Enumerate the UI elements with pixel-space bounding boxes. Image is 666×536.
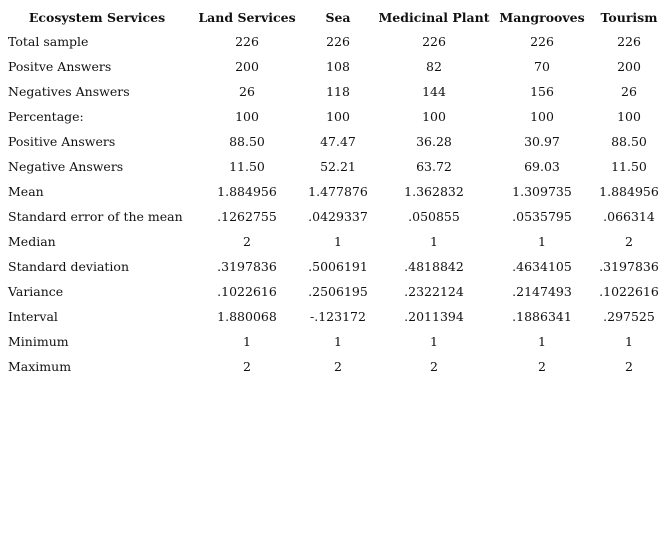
table-cell: 88.50 <box>229 134 265 149</box>
table-cell: .066314 <box>603 209 655 224</box>
table-cell: 2 <box>430 359 438 374</box>
table-cell: 226 <box>530 34 554 49</box>
row-label: Minimum <box>8 334 69 349</box>
table-cell: .2147493 <box>512 284 572 299</box>
header-medicinal-plant: Medicinal Plant <box>378 9 490 25</box>
header-sea: Sea <box>325 9 351 25</box>
table-cell: 88.50 <box>611 134 647 149</box>
table-cell: 11.50 <box>611 159 647 174</box>
table-row <box>0 204 666 229</box>
table-cell: .0535795 <box>512 209 572 224</box>
table-cell: .1886341 <box>512 309 572 324</box>
table-cell: .050855 <box>408 209 460 224</box>
ecosystem-services-table <box>0 5 666 379</box>
table-cell: 100 <box>422 109 446 124</box>
table-cell: .1022616 <box>599 284 659 299</box>
table-cell: 100 <box>530 109 554 124</box>
table-cell: 2 <box>243 234 251 249</box>
table-cell: 108 <box>326 59 350 74</box>
row-label: Negatives Answers <box>8 84 130 99</box>
row-label: Total sample <box>8 34 89 49</box>
table-cell: .3197836 <box>599 259 659 274</box>
statistics-table-container <box>0 5 666 379</box>
table-row <box>0 229 666 254</box>
table-cell: .2506195 <box>308 284 368 299</box>
header-ecosystem-services: Ecosystem Services <box>28 9 166 25</box>
table-row <box>0 29 666 54</box>
row-label: Positve Answers <box>8 59 112 74</box>
table-cell: 226 <box>617 34 641 49</box>
table-cell: 82 <box>426 59 442 74</box>
table-cell: 100 <box>235 109 259 124</box>
table-cell: 1 <box>430 234 438 249</box>
table-cell: 2 <box>625 234 633 249</box>
row-label: Standard error of the mean <box>8 209 183 224</box>
table-cell: 2 <box>243 359 251 374</box>
header-tourism: Tourism <box>600 9 658 25</box>
table-cell: .4634105 <box>512 259 572 274</box>
table-row <box>0 354 666 379</box>
row-label: Negative Answers <box>8 159 124 174</box>
table-cell: .1022616 <box>217 284 277 299</box>
table-cell: 2 <box>538 359 546 374</box>
table-cell: 226 <box>422 34 446 49</box>
table-row <box>0 129 666 154</box>
table-cell: 200 <box>617 59 641 74</box>
table-cell: 2 <box>334 359 342 374</box>
table-cell: 70 <box>534 59 550 74</box>
table-row <box>0 304 666 329</box>
table-row <box>0 329 666 354</box>
row-label: Maximum <box>8 359 72 374</box>
table-cell: 1.309735 <box>512 184 572 199</box>
table-cell: 52.21 <box>320 159 356 174</box>
row-label: Interval <box>8 309 58 324</box>
table-cell: 100 <box>326 109 350 124</box>
table-cell: .4818842 <box>404 259 464 274</box>
table-cell: 26 <box>239 84 255 99</box>
row-label: Mean <box>8 184 44 199</box>
table-row <box>0 279 666 304</box>
table-header-row <box>0 5 666 29</box>
table-cell: .2011394 <box>404 309 464 324</box>
table-cell: 1 <box>538 334 546 349</box>
table-cell: 2 <box>625 359 633 374</box>
table-cell: 156 <box>530 84 554 99</box>
table-cell: -.123172 <box>310 309 366 324</box>
table-cell: 200 <box>235 59 259 74</box>
table-cell: 226 <box>326 34 350 49</box>
table-row <box>0 254 666 279</box>
row-label: Median <box>8 234 56 249</box>
table-cell: .2322124 <box>404 284 464 299</box>
table-cell: .297525 <box>603 309 655 324</box>
table-cell: 47.47 <box>320 134 356 149</box>
row-label: Standard deviation <box>8 259 130 274</box>
table-cell: 1 <box>625 334 633 349</box>
row-label: Variance <box>8 284 64 299</box>
table-cell: 69.03 <box>524 159 560 174</box>
table-cell: 11.50 <box>229 159 265 174</box>
table-body <box>0 29 666 379</box>
table-row <box>0 179 666 204</box>
table-cell: .3197836 <box>217 259 277 274</box>
row-label: Positive Answers <box>8 134 116 149</box>
table-cell: 36.28 <box>416 134 452 149</box>
table-cell: 226 <box>235 34 259 49</box>
table-cell: .1262755 <box>217 209 277 224</box>
table-cell: 1 <box>538 234 546 249</box>
table-cell: 30.97 <box>524 134 560 149</box>
table-cell: 1 <box>334 234 342 249</box>
table-cell: 1 <box>243 334 251 349</box>
header-mangrooves: Mangrooves <box>499 9 585 25</box>
table-row <box>0 154 666 179</box>
table-cell: 1.884956 <box>217 184 277 199</box>
table-cell: 1.477876 <box>308 184 368 199</box>
table-cell: 63.72 <box>416 159 452 174</box>
row-label: Percentage: <box>8 109 84 124</box>
table-cell: .0429337 <box>308 209 368 224</box>
table-cell: .5006191 <box>308 259 368 274</box>
table-cell: 1 <box>430 334 438 349</box>
table-cell: 100 <box>617 109 641 124</box>
table-cell: 1.362832 <box>404 184 464 199</box>
table-cell: 1.880068 <box>217 309 277 324</box>
table-cell: 26 <box>621 84 637 99</box>
table-cell: 1.884956 <box>599 184 659 199</box>
table-cell: 1 <box>334 334 342 349</box>
table-cell: 118 <box>326 84 350 99</box>
table-row <box>0 54 666 79</box>
header-land-services: Land Services <box>198 9 296 25</box>
table-row <box>0 79 666 104</box>
table-cell: 144 <box>422 84 446 99</box>
table-row <box>0 104 666 129</box>
